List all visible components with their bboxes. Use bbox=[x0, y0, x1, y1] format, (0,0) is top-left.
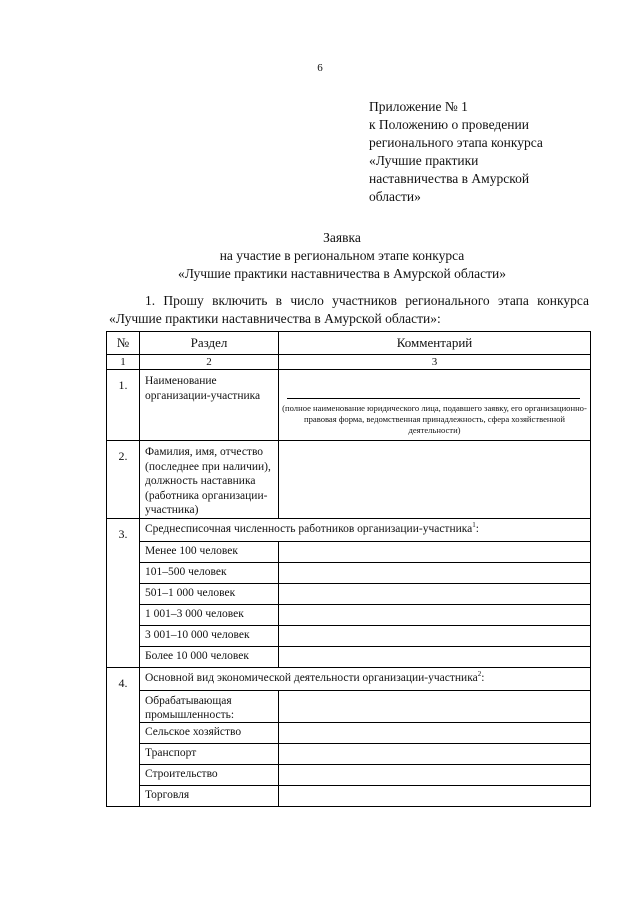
heading-text: Среднесписочная численность работников организации-участника bbox=[145, 522, 473, 535]
row-number: 1. bbox=[107, 370, 140, 441]
row-number: 3. bbox=[107, 518, 140, 667]
option-value[interactable] bbox=[279, 541, 591, 562]
header-number: № bbox=[107, 332, 140, 355]
comment-cell-organization[interactable] bbox=[279, 370, 591, 441]
appendix-line: «Лучшие практики bbox=[369, 153, 479, 168]
option-row bbox=[107, 743, 591, 764]
option-value[interactable] bbox=[279, 625, 591, 646]
appendix-line: наставничества в Амурской bbox=[369, 171, 530, 186]
option-label: Строительство bbox=[140, 764, 279, 785]
option-label: 501–1 000 человек bbox=[140, 583, 279, 604]
appendix-header bbox=[369, 98, 543, 206]
section-heading bbox=[140, 518, 591, 541]
option-value[interactable] bbox=[279, 562, 591, 583]
footnote-mark: 1 bbox=[472, 520, 476, 529]
appendix-line: к Положению о проведении bbox=[369, 117, 529, 132]
comment-cell-mentor[interactable] bbox=[279, 441, 591, 519]
option-value[interactable] bbox=[279, 583, 591, 604]
option-value[interactable] bbox=[279, 690, 591, 722]
table-index-row bbox=[107, 355, 591, 370]
option-row bbox=[107, 625, 591, 646]
option-row bbox=[107, 785, 591, 806]
index-cell: 3 bbox=[279, 355, 591, 370]
row-number: 2. bbox=[107, 441, 140, 519]
option-label: Обрабатывающая промышленность: bbox=[140, 690, 279, 722]
option-row bbox=[107, 764, 591, 785]
table-row-1 bbox=[107, 370, 591, 441]
option-row bbox=[107, 583, 591, 604]
heading-end: : bbox=[481, 671, 485, 684]
title-line: Заявка bbox=[323, 230, 361, 245]
row-number: 4. bbox=[107, 667, 140, 806]
footnote-mark: 2 bbox=[477, 669, 482, 678]
paragraph-line: «Лучшие практики наставничества в Амурской области»: bbox=[109, 311, 441, 326]
option-value[interactable] bbox=[279, 764, 591, 785]
title-line: на участие в региональном этапе конкурса bbox=[219, 248, 465, 263]
option-value[interactable] bbox=[279, 743, 591, 764]
field-hint: (полное наименование юридического лица, подавшего заявку, его организационно-правовая форма, ведомственная принадлежность, сфера хозяйственной деятельности) bbox=[282, 403, 587, 435]
paragraph-line: 1. Прошу включить в число участников регионального этапа конкурса bbox=[145, 293, 589, 308]
appendix-line: Приложение № 1 bbox=[369, 99, 468, 114]
option-value[interactable] bbox=[279, 722, 591, 743]
option-row bbox=[107, 646, 591, 667]
option-row bbox=[107, 541, 591, 562]
appendix-line: области» bbox=[369, 189, 421, 204]
index-cell: 1 bbox=[107, 355, 140, 370]
option-label: 101–500 человек bbox=[140, 562, 279, 583]
table-row-3 bbox=[107, 518, 591, 541]
application-table bbox=[106, 331, 591, 807]
option-row bbox=[107, 722, 591, 743]
title-line: «Лучшие практики наставничества в Амурской области» bbox=[177, 266, 507, 281]
option-row bbox=[107, 604, 591, 625]
option-label: Транспорт bbox=[140, 743, 279, 764]
table-row-4 bbox=[107, 667, 591, 690]
section-cell: Наименование организации-участника bbox=[140, 370, 279, 441]
header-comment: Комментарий bbox=[279, 332, 591, 355]
document-title bbox=[0, 229, 640, 283]
option-label: 1 001–3 000 человек bbox=[140, 604, 279, 625]
option-row bbox=[107, 690, 591, 722]
option-label: 3 001–10 000 человек bbox=[140, 625, 279, 646]
option-value[interactable] bbox=[279, 785, 591, 806]
fill-in-line bbox=[287, 398, 580, 399]
request-paragraph bbox=[109, 292, 589, 328]
header-section: Раздел bbox=[140, 332, 279, 355]
option-label: Менее 100 человек bbox=[140, 541, 279, 562]
option-value[interactable] bbox=[279, 604, 591, 625]
option-label: Более 10 000 человек bbox=[140, 646, 279, 667]
page-number: 6 bbox=[317, 62, 323, 74]
option-row bbox=[107, 562, 591, 583]
option-label: Сельское хозяйство bbox=[140, 722, 279, 743]
option-label: Торговля bbox=[140, 785, 279, 806]
table-row-2 bbox=[107, 441, 591, 519]
table-header-row bbox=[107, 332, 591, 355]
section-heading bbox=[140, 667, 591, 690]
appendix-line: регионального этапа конкурса bbox=[369, 135, 543, 150]
option-value[interactable] bbox=[279, 646, 591, 667]
index-cell: 2 bbox=[140, 355, 279, 370]
heading-end: : bbox=[475, 522, 479, 535]
heading-text: Основной вид экономической деятельности организации-участника bbox=[145, 671, 478, 684]
section-cell: Фамилия, имя, отчество (последнее при наличии), должность наставника (работника организации-участника) bbox=[140, 441, 279, 519]
